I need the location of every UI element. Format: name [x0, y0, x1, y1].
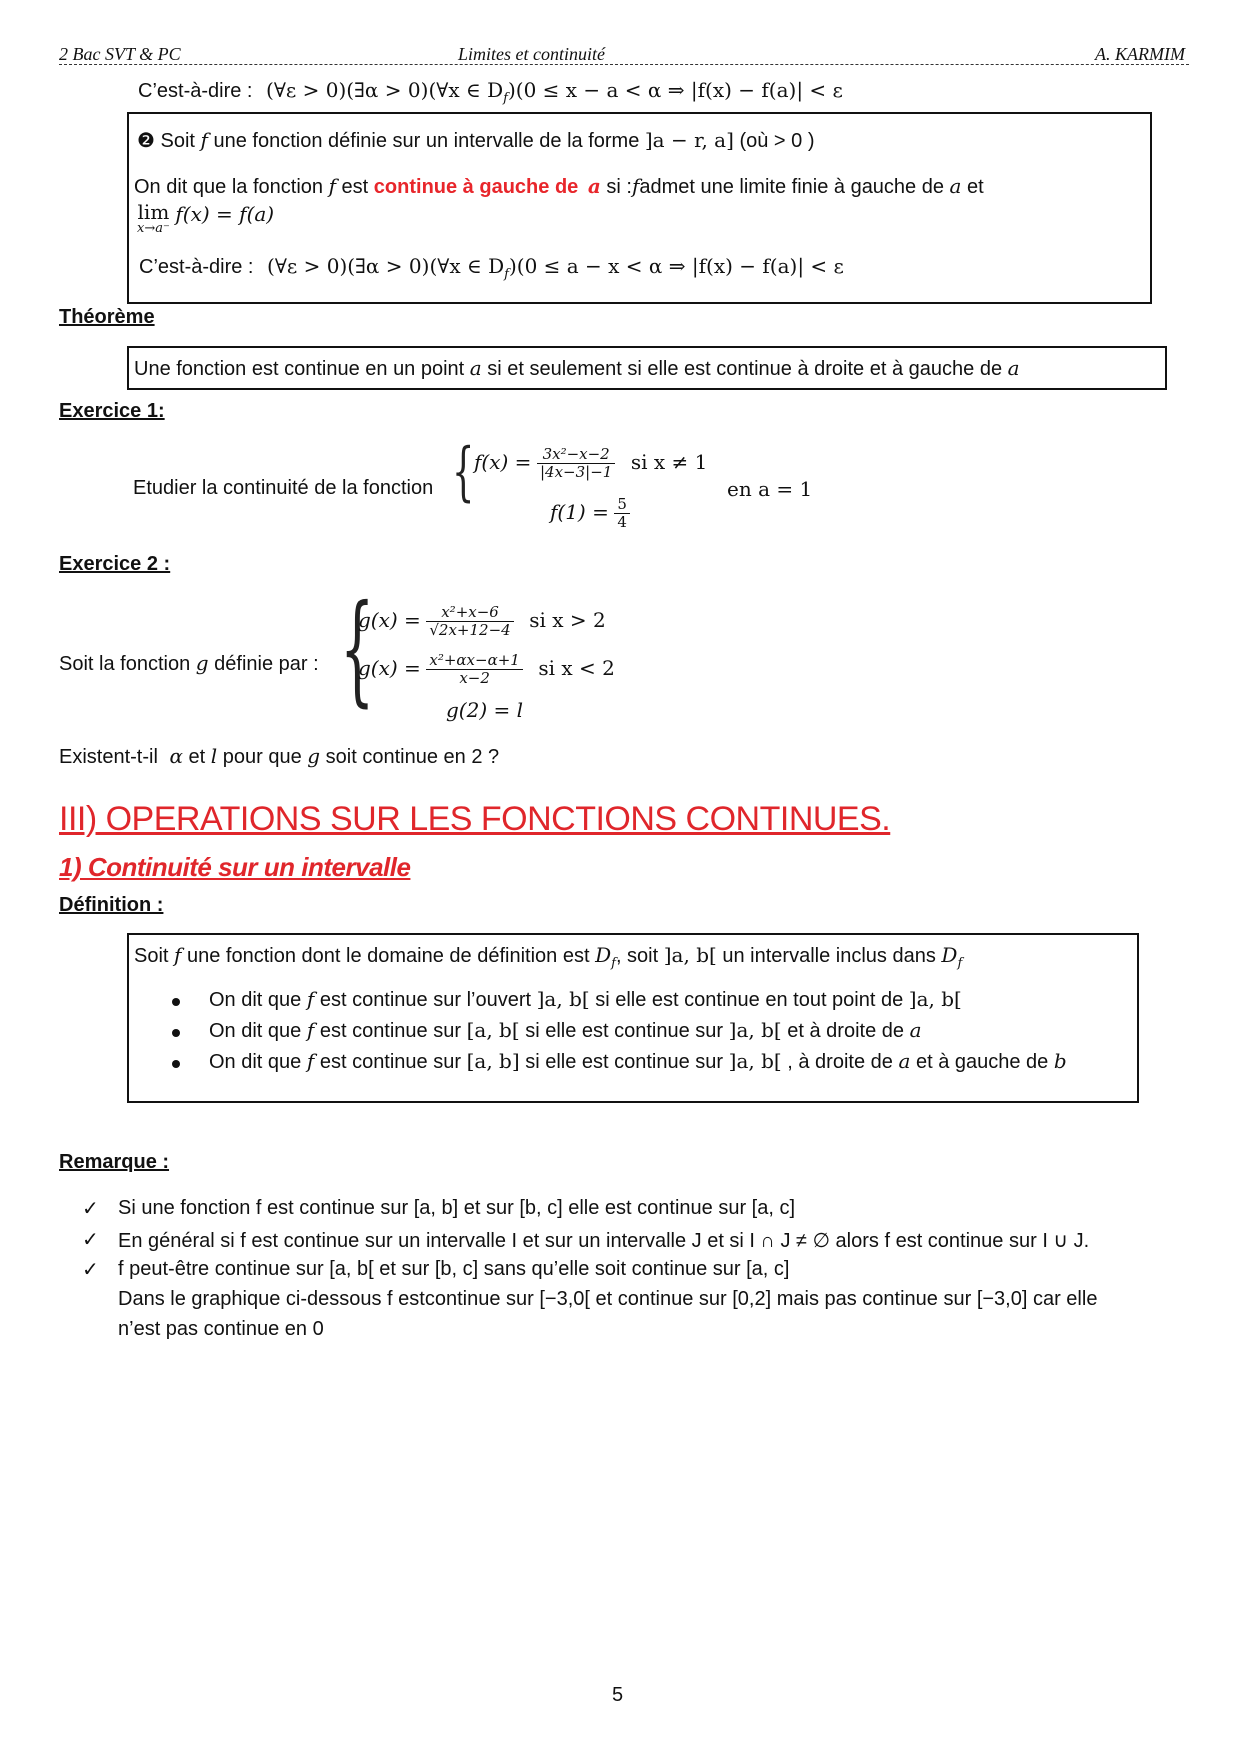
fraction: $\frac{\text{x²+αx−α+1}}{x-2}$ [426, 652, 522, 688]
lim-operator: lim x→a⁻ [137, 200, 170, 236]
exercise2-title: Exercice 2 : [59, 553, 171, 575]
theorem-title: Théorème [59, 306, 155, 328]
remark-extra-line-1: Dans le graphique ci-dessous f estcontinue sur [−3,0[ et continue sur [0,2] mais pas continue sur [−3,0] car elle [118, 1288, 1098, 1310]
remark-extra-line-2: n’est pas continue en 0 [118, 1318, 324, 1340]
header-center: Limites et continuité [458, 44, 605, 64]
definition-label: Définition : [59, 894, 164, 916]
exercise2-brace: { [340, 580, 375, 719]
exercise1-line1: f(x) = $\frac{\text{3x²−x−2}}{|4x-3|-1}$ si x ≠ 1 [474, 445, 708, 482]
exercise2-line3: g(2) = l [446, 698, 524, 722]
definition-bullet-1: On dit que f est continue sur l’ouvert ]a, b[ si elle est continue en tout point de ]a, b[ [209, 987, 962, 1011]
fraction: $\frac{5}{4}$ [614, 496, 630, 532]
fraction: $\frac{\text{x²+x−6}}{√2x+12-4}$ [426, 604, 513, 640]
bullet-dot [172, 998, 180, 1006]
exercise1-tail: en a = 1 [727, 477, 813, 501]
checkmark-icon: ✓ [82, 1196, 99, 1220]
definition-bullet-3: On dit que f est continue sur [a, b] si elle est continue sur ]a, b[ , à droite de a et à gauche de b [209, 1049, 1067, 1073]
theorem-text: Une fonction est continue en un point a si et seulement si elle est continue à droite et à gauche de a [134, 356, 1020, 380]
left-continuity-definition: On dit que la fonction f est continue à gauche de a si :fadmet une limite finie à gauche de a et [134, 174, 984, 198]
left-continuity-intro: ❷ Soit f une fonction définie sur un intervalle de la forme ]a − r, a] (où > 0 ) [137, 128, 815, 152]
remark-item-2: En général si f est continue sur un intervalle I et sur un intervalle J et si I ∩ J ≠ ∅ alors f est continue sur I ∪ J. [118, 1230, 1090, 1252]
header-right: A. KARMIM [1095, 44, 1185, 64]
checkmark-icon: ✓ [82, 1257, 99, 1281]
left-continuity-box [127, 112, 1152, 304]
remark-item-1: Si une fonction f est continue sur [a, b] et sur [b, c] elle est continue sur [a, c] [118, 1197, 796, 1219]
exercise1-line2: f(1) = $\frac{5}{4}$ [550, 496, 630, 532]
right-continuity-formula-line [138, 78, 843, 106]
highlight-term: continue à gauche de [373, 176, 579, 198]
fraction: $\frac{\text{3x²−x−2}}{|4x-3|-1}$ [537, 446, 615, 482]
exercise1-title: Exercice 1: [59, 400, 165, 422]
formula: (∀ε > 0)(∃α > 0)(∀x ∈ $D_f)(0 \le x - a < \alpha$ ⇒ |f(x) − f(a)| < ε [266, 78, 843, 106]
definition-intro: Soit f une fonction dont le domaine de définition est $D_f$, soit ]a, b[ un intervalle inclus dans $D_f$ [134, 943, 963, 971]
header-divider [59, 64, 1189, 65]
exercise2-line1: g(x) = $\frac{\text{x²+x−6}}{√2x+12-4}$ si x > 2 [358, 603, 606, 640]
section3-title: III) OPERATIONS SUR LES FONCTIONS CONTINUES. [59, 800, 891, 838]
definition-box [127, 933, 1139, 1103]
exercise2-lead: Soit la fonction g définie par : [59, 651, 319, 675]
exercise2-line2: g(x) = $\frac{\text{x²+αx−α+1}}{x-2}$ si x < 2 [358, 651, 615, 688]
exercise2-question: Existent-t-il α et l pour que g soit continue en 2 ? [59, 744, 500, 768]
remark-item-3: f peut-être continue sur [a, b[ et sur [b, c] sans qu’elle soit continue sur [a, c] [118, 1258, 790, 1280]
left-continuity-formula-line: C’est-à-dire : (∀ε > 0)(∃α > 0)(∀x ∈ $D_f)(0 \le a - x < \alpha$ ⇒ |f(x) − f(a)| < ε [139, 254, 844, 282]
section3-subtitle: 1) Continuité sur un intervalle [59, 852, 411, 882]
definition-bullet-2: On dit que f est continue sur [a, b[ si elle est continue sur ]a, b[ et à droite de a [209, 1018, 922, 1042]
remark-title: Remarque : [59, 1151, 170, 1173]
checkmark-icon: ✓ [82, 1227, 99, 1251]
page-number: 5 [612, 1684, 624, 1706]
exercise1-brace: { [452, 435, 475, 509]
bullet-dot [172, 1060, 180, 1068]
marker-2: ❷ [137, 130, 155, 152]
exercise1-lead: Etudier la continuité de la fonction [133, 477, 434, 499]
cest-a-dire-label: C’est-à-dire : [138, 80, 253, 102]
bullet-dot [172, 1029, 180, 1037]
theorem-box [127, 346, 1167, 390]
left-limit-expression: lim x→a⁻ f(x) = f(a) [137, 200, 275, 236]
header-left: 2 Bac SVT & PC [59, 44, 181, 64]
